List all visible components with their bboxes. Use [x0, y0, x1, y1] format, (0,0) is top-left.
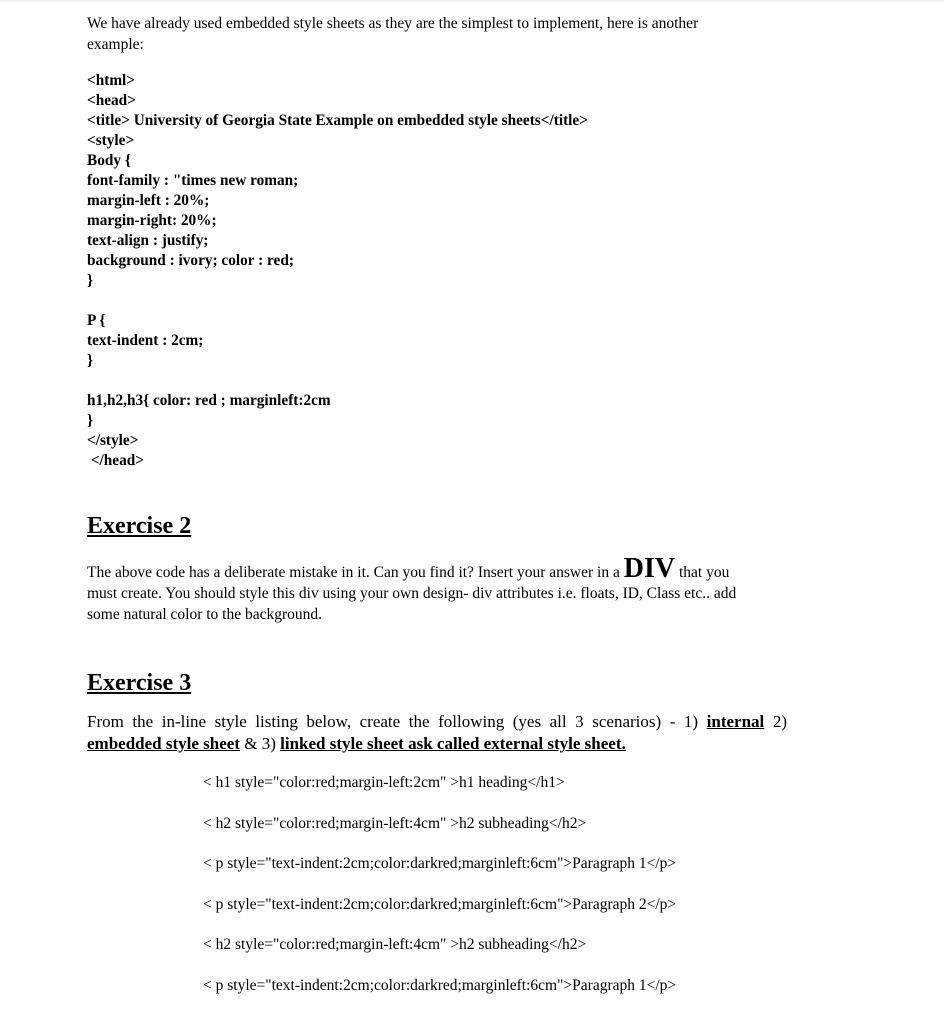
exercise-3-text-3: & 3)	[239, 734, 281, 753]
code-listing	[87, 71, 787, 471]
div-keyword: DIV	[623, 553, 676, 584]
listing-item: < h1 style="color:red;margin-left:2cm" >h1 heading</h1>	[203, 774, 565, 791]
listing-item: < p style="text-indent:2cm;color:darkred;marginleft:6cm">Paragraph 1</p>	[203, 976, 677, 994]
exercise-2-heading: Exercise 2	[87, 513, 192, 539]
code-line: background : ivory; color : red;	[87, 252, 294, 269]
exercise-3-text-1: From the in-line style listing below, create the following (yes all 3 scenarios) - 1)	[87, 712, 707, 731]
listing-item: < h2 style="color:red;margin-left:4cm" >h2 subheading</h2>	[203, 814, 587, 832]
code-line: <style>	[87, 132, 135, 149]
code-line: text-indent : 2cm;	[87, 332, 204, 349]
exercise-3-heading: Exercise 3	[87, 670, 192, 696]
code-line: <title> University of Georgia State Example on embedded style sheets</title>	[87, 112, 588, 129]
code-line: h1,h2,h3{ color: red ; marginleft:2cm	[87, 392, 331, 409]
embedded-keyword: embedded style sheet	[87, 734, 240, 753]
exercise-2-paragraph	[87, 553, 757, 625]
inline-style-listing	[203, 773, 923, 1016]
code-line: <head>	[87, 92, 136, 109]
exercise-3-paragraph	[87, 711, 787, 755]
code-line: </style>	[87, 432, 139, 449]
intro-paragraph: We have already used embedded style sheets as they are the simplest to implement, here is another example:	[87, 15, 699, 53]
code-line: margin-left : 20%;	[87, 192, 210, 209]
listing-item: < p style="text-indent:2cm;color:darkred;marginleft:6cm">Paragraph 1</p>	[203, 855, 677, 872]
listing-item: < p style="text-indent:2cm;color:darkred;marginleft:6cm">Paragraph 2</p>	[203, 895, 677, 913]
code-line: text-align : justify;	[87, 232, 209, 249]
code-line: }	[87, 272, 94, 289]
linked-keyword: linked style sheet ask called external style sheet.	[280, 734, 626, 753]
listing-item: < h2 style="color:red;margin-left:4cm" >h2 subheading</h2>	[203, 936, 587, 953]
code-blank-line	[87, 291, 787, 311]
internal-keyword: internal	[706, 712, 765, 731]
code-line: </head>	[87, 452, 144, 469]
code-blank-line	[87, 371, 787, 391]
code-line: }	[87, 412, 94, 429]
code-line: <html>	[87, 72, 136, 89]
code-line: font-family : "times new roman;	[87, 172, 299, 189]
exercise-3-text-2: 2)	[764, 712, 787, 731]
code-line: }	[87, 352, 94, 369]
code-line: margin-right: 20%;	[87, 212, 217, 229]
exercise-2-text-before: The above code has a deliberate mistake in it. Can you find it? Insert your answer in a	[87, 564, 624, 581]
code-line: Body {	[87, 152, 131, 169]
page-top-border	[0, 0, 944, 2]
exercise-2-text-after: that you must create. You should style this div using your own design- div attributes i.e. floats, ID, Class etc.. add some natural color to the background.	[87, 564, 737, 623]
code-line: P {	[87, 312, 106, 329]
